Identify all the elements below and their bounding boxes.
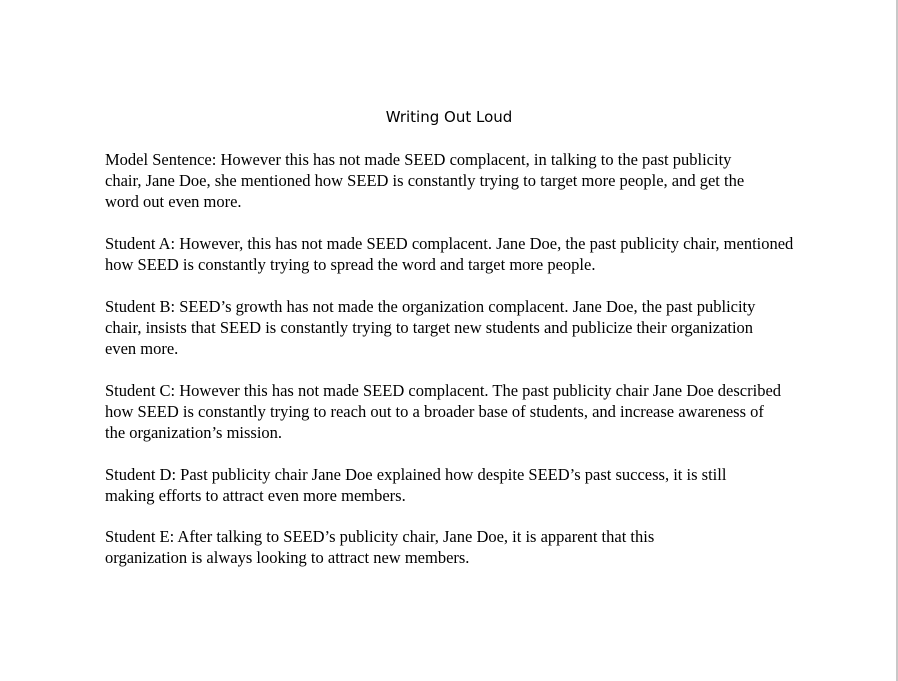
student-e-paragraph: Student E: After talking to SEED’s publicity chair, Jane Doe, it is apparent that this organization is always looking to attract new members. <box>105 527 655 567</box>
document-title: Writing Out Loud <box>385 108 513 126</box>
student-b-paragraph: Student B: SEED’s growth has not made the organization complacent. Jane Doe, the past publicity chair, insists that SEED is constantly trying to target new students and publicize their organization even more. <box>105 297 756 358</box>
model-sentence: Model Sentence: However this has not made SEED complacent, in talking to the past publicity chair, Jane Doe, she mentioned how SEED is constantly trying to target more people, and get the word out even more. <box>105 150 745 211</box>
student-d-paragraph: Student D: Past publicity chair Jane Doe explained how despite SEED’s past success, it is still making efforts to attract even more members. <box>105 465 727 505</box>
student-a-paragraph: Student A: However, this has not made SEED complacent. Jane Doe, the past publicity chair, mentioned how SEED is constantly trying to spread the word and target more people. <box>105 234 794 274</box>
student-c-paragraph: Student C: However this has not made SEED complacent. The past publicity chair Jane Doe described how SEED is constantly trying to reach out to a broader base of students, and increase awareness of the organization’s mission. <box>105 381 782 442</box>
